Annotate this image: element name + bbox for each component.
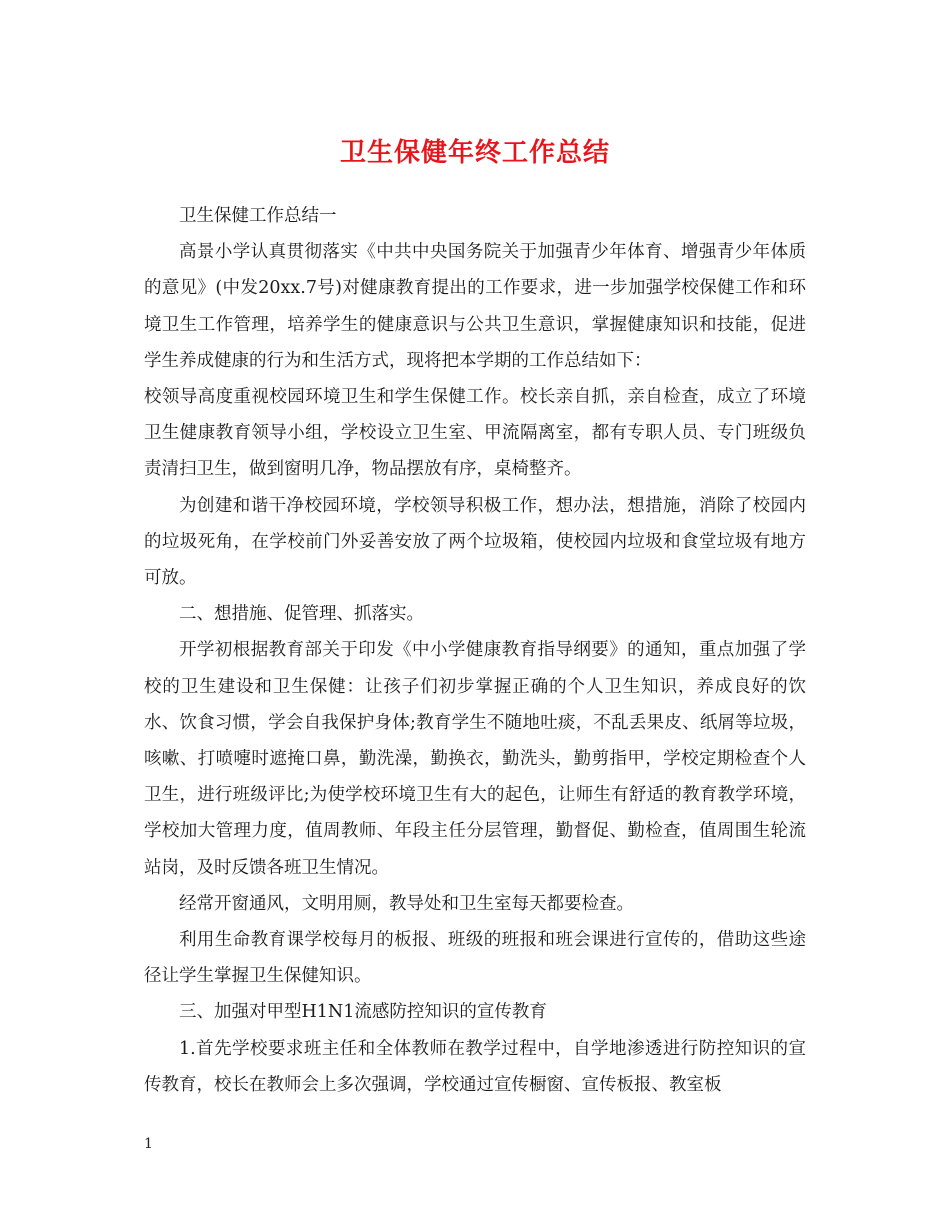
paragraph: 利用生命教育课学校每月的板报、班级的班报和班会课进行宣传的，借助这些途径让学生掌握卫生保健知识。 bbox=[144, 930, 806, 987]
paragraph: 经常开窗通风，文明用厕，教导处和卫生室每天都要检查。 bbox=[179, 893, 634, 914]
paragraph: 为创建和谐干净校园环境，学校领导积极工作，想办法，想措施，消除了校园内的垃圾死角，在学校前门外妥善安放了两个垃圾箱，使校园内垃圾和食堂垃圾有地方可放。 bbox=[144, 495, 806, 589]
document-title: 卫生保健年终工作总结 bbox=[339, 138, 610, 168]
paragraph: 开学初根据教育部关于印发《中小学健康教育指导纲要》的通知，重点加强了学校的卫生建设和卫生保健：让孩子们初步掌握正确的个人卫生知识，养成良好的饮水、饮食习惯，学会自我保护身体;教育学生不随地吐痰，不乱丢果皮、纸屑等垃圾，咳嗽、打喷嚏时遮掩口鼻，勤洗澡，勤换衣，勤洗头，勤剪指甲，学校定期检查个人卫生，进行班级评比;为使学校环境卫生有大的起色，让师生有舒适的教育教学环境，学校加大管理力度，值周教师、年段主任分层管理，勤督促、勤检查，值周围生轮流站岗，及时反馈各班卫生情况。 bbox=[144, 640, 806, 878]
paragraph: 1.首先学校要求班主任和全体教师在教学过程中，自学地渗透进行防控知识的宣传教育，校长在教师会上多次强调，学校通过宣传橱窗、宣传板报、教室板 bbox=[144, 1038, 806, 1095]
page-number: 1 bbox=[144, 1136, 153, 1152]
section-heading: 三、加强对甲型H1N1流感防控知识的宣传教育 bbox=[179, 1002, 547, 1023]
paragraph: 校领导高度重视校园环境卫生和学生保健工作。校长亲自抓，亲自检查，成立了环境卫生健康教育领导小组，学校设立卫生室、甲流隔离室，都有专职人员、专门班级负责清扫卫生，做到窗明几净，物品摆放有序，桌椅整齐。 bbox=[144, 387, 806, 480]
paragraph: 高景小学认真贯彻落实《中共中央国务院关于加强青少年体育、增强青少年体质的意见》(中发20xx.7号)对健康教育提出的工作要求，进一步加强学校保健工作和环境卫生工作管理，培养学生的健康意识与公共卫生意识，掌握健康知识和技能，促进学生养成健康的行为和生活方式，现将把本学期的工作总结如下： bbox=[144, 242, 806, 371]
section-heading: 二、想措施、促管理、抓落实。 bbox=[179, 604, 424, 625]
document-body bbox=[144, 198, 806, 1103]
paragraph: 卫生保健工作总结一 bbox=[179, 206, 337, 226]
